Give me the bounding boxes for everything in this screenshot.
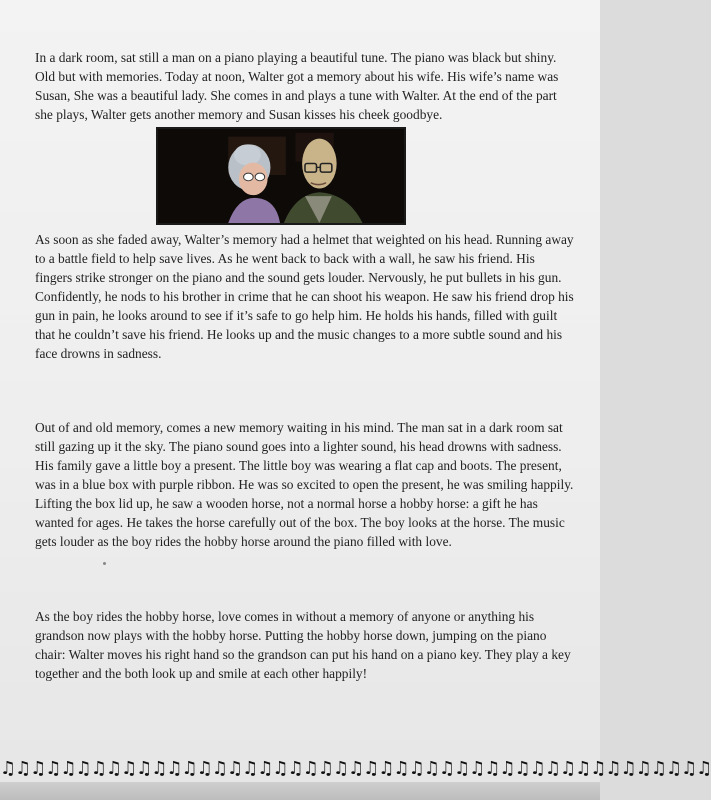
paragraph-4: As the boy rides the hobby horse, love comes in without a memory of anyone or anything his grandson now plays with the hobby horse. Putting the hobby horse down, jumping on the piano chair: Walter moves his right hand so the grandson can put his hand on a piano key. They play a key together and the both look up and smile at each other happily! xyxy=(35,609,571,681)
page-edge xyxy=(0,782,600,800)
music-notes-border: ♫♫♫♫♫♫♫♫♫♫♫♫♫♫♫♫♫♫♫♫♫♫♫♫♫♫♫♫♫♫♫♫♫♫♫♫♫♫♫♫♫♫♫♫♫♫♫ xyxy=(0,758,711,779)
paper-speck xyxy=(103,562,106,565)
paragraph-2: As soon as she faded away, Walter’s memory had a helmet that weighted on his head. Running away to a battle field to help save lives. As he went back to back with a wall, he saw his friend. His fingers strike stronger on the piano and the sound gets louder. Nervously, he put bullets in his gun. Confidently, he nods to his brother in crime that he can shoot his weapon. He saw his friend drop his gun in pain, he looks around to see if it’s safe to go help him. He holds his hands, filled with guilt that he couldn’t save his friend. He looks up and the music changes to a more subtle sound and his face drowns in sadness. xyxy=(35,232,574,361)
paragraph-3: Out of and old memory, comes a new memory waiting in his mind. The man sat in a dark room sat still gazing up it the sky. The piano sound goes into a lighter sound, his head drowns with sadness. His family gave a little boy a present. The little boy was wearing a flat cap and boots. The present, was in a blue box with purple ribbon. He was so excited to open the present, he was smiling happily. Lifting the box lid up, he saw a wooden horse, not a normal horse a hobby horse: a gift he has wanted for ages. He takes the horse carefully out of the box. The boy looks at the horse. The music gets louder as the boy rides the hobby horse around the piano filled with love. xyxy=(35,420,574,549)
paragraph-1: In a dark room, sat still a man on a piano playing a beautiful tune. The piano was black but shiny. Old but with memories. Today at noon, Walter got a memory about his wife. His wife’s name was Susan, She was a beautiful lady. She comes in and plays a tune with Walter. At the end of the part she plays, Walter gets another memory and Susan kisses his cheek goodbye. xyxy=(35,50,559,122)
story-illustration xyxy=(156,127,406,225)
